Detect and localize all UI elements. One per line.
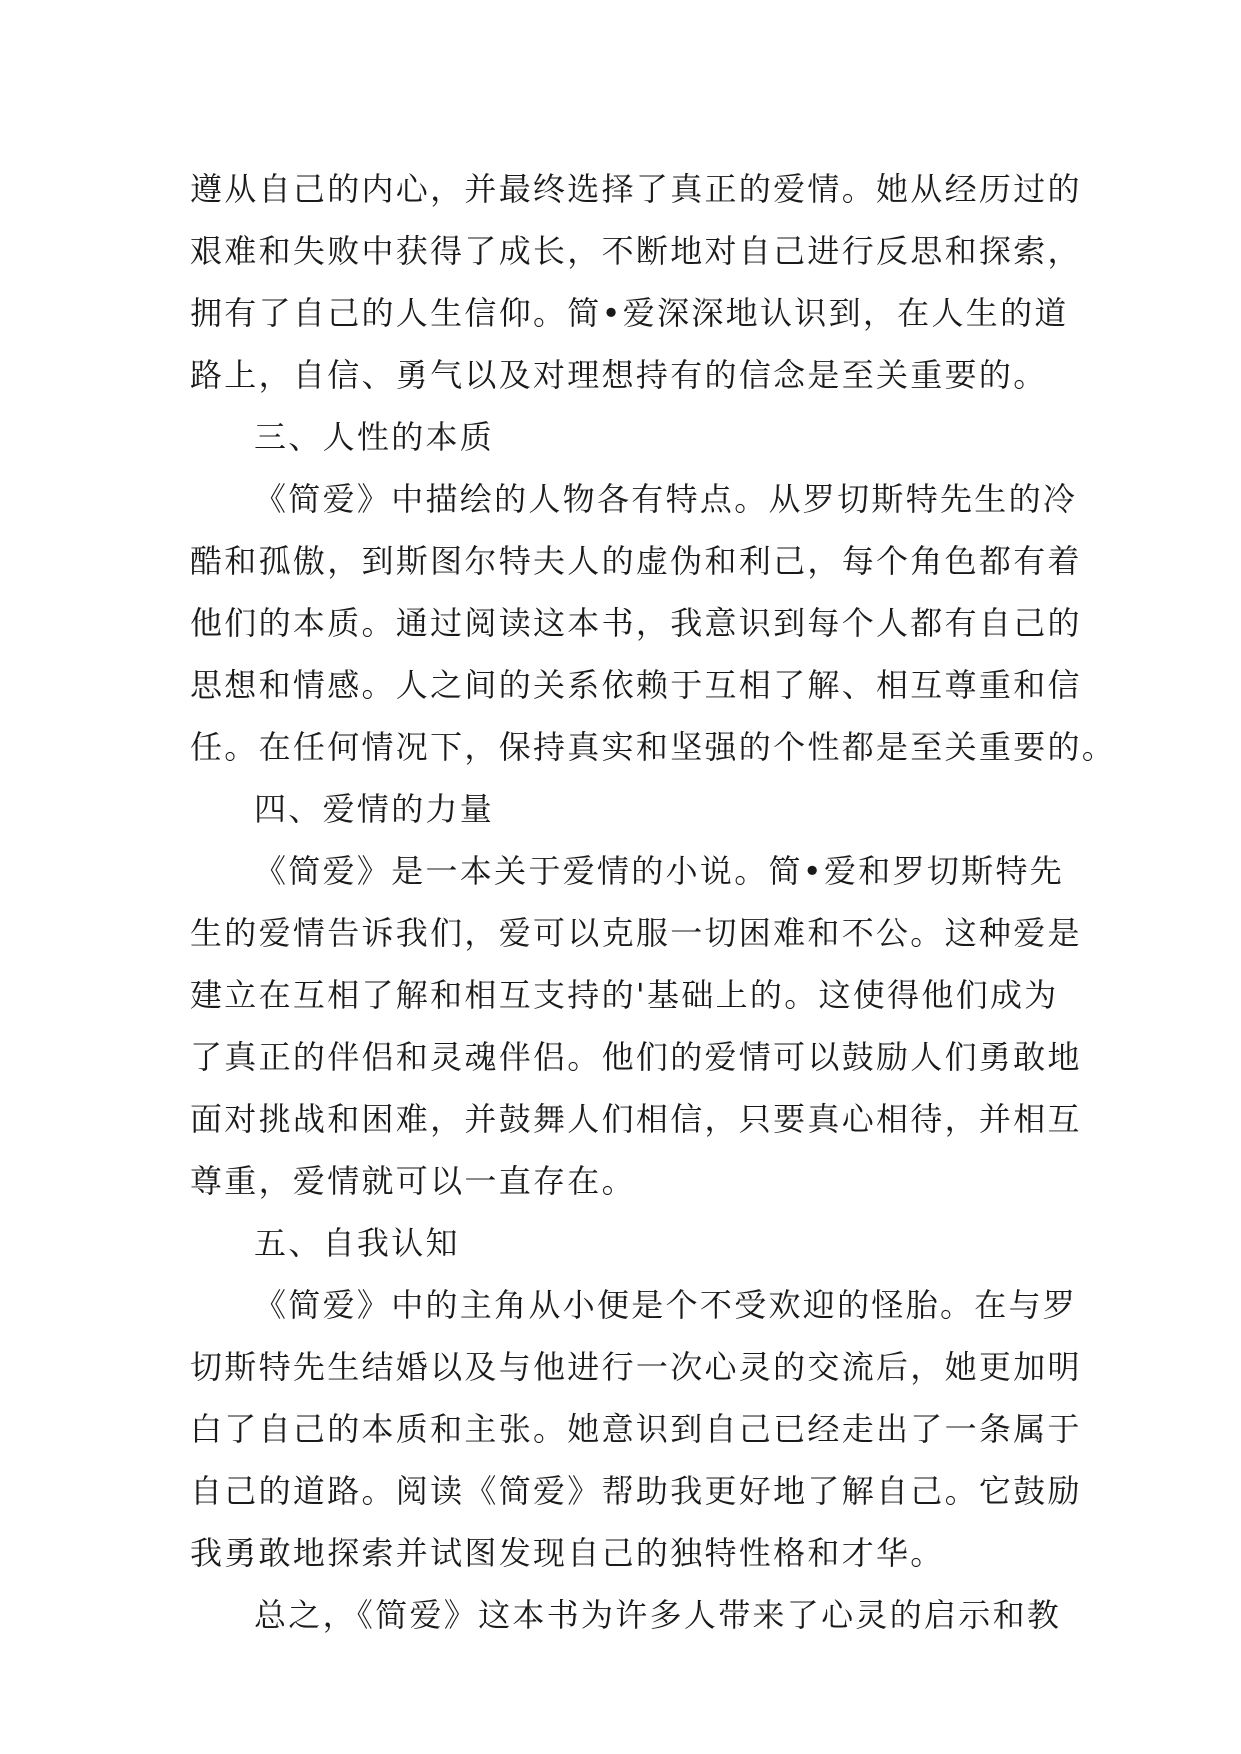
text-line: 建立在互相了解和相互支持的'基础上的。这使得他们成为 <box>190 976 1059 1014</box>
document-body <box>190 158 1117 1646</box>
text-line: 面对挑战和困难，并鼓舞人们相信，只要真心相待，并相互 <box>190 1100 1082 1138</box>
text-line: 酷和孤傲，到斯图尔特夫人的虚伪和利己，每个角色都有着 <box>190 542 1082 580</box>
section-heading: 三、人性的本质 <box>254 418 495 456</box>
text-line: 尊重，爱情就可以一直存在。 <box>190 1162 636 1200</box>
text-line: 白了自己的本质和主张。她意识到自己已经走出了一条属于 <box>190 1410 1082 1448</box>
text-line: 生的爱情告诉我们，爱可以克服一切困难和不公。这种爱是 <box>190 914 1082 952</box>
text-line: 我勇敢地探索并试图发现自己的独特性格和才华。 <box>190 1534 945 1572</box>
text-line: 切斯特先生结婚以及与他进行一次心灵的交流后，她更加明 <box>190 1348 1082 1386</box>
text-line: 总之，《简爱》这本书为许多人带来了心灵的启示和教 <box>254 1596 1062 1634</box>
text-line: 任。在任何情况下，保持真实和坚强的个性都是至关重要的。 <box>190 728 1117 766</box>
section-heading: 四、爱情的力量 <box>254 790 495 828</box>
text-line: 遵从自己的内心，并最终选择了真正的爱情。她从经历过的 <box>190 170 1082 208</box>
text-line: 《简爱》是一本关于爱情的小说。简•爱和罗切斯特先 <box>254 852 1065 890</box>
text-line: 他们的本质。通过阅读这本书，我意识到每个人都有自己的 <box>190 604 1082 642</box>
text-line: 自己的道路。阅读《简爱》帮助我更好地了解自己。它鼓励 <box>190 1472 1082 1510</box>
text-line: 《简爱》中的主角从小便是个不受欢迎的怪胎。在与罗 <box>254 1286 1078 1324</box>
text-line: 拥有了自己的人生信仰。简•爱深深地认识到，在人生的道 <box>190 294 1069 332</box>
text-line: 了真正的伴侣和灵魂伴侣。他们的爱情可以鼓励人们勇敢地 <box>190 1038 1082 1076</box>
text-line: 思想和情感。人之间的关系依赖于互相了解、相互尊重和信 <box>190 666 1082 704</box>
text-line: 路上，自信、勇气以及对理想持有的信念是至关重要的。 <box>190 356 1048 394</box>
text-line: 艰难和失败中获得了成长，不断地对自己进行反思和探索， <box>190 232 1082 270</box>
text-line: 《简爱》中描绘的人物各有特点。从罗切斯特先生的冷 <box>254 480 1078 518</box>
section-heading: 五、自我认知 <box>254 1224 460 1262</box>
